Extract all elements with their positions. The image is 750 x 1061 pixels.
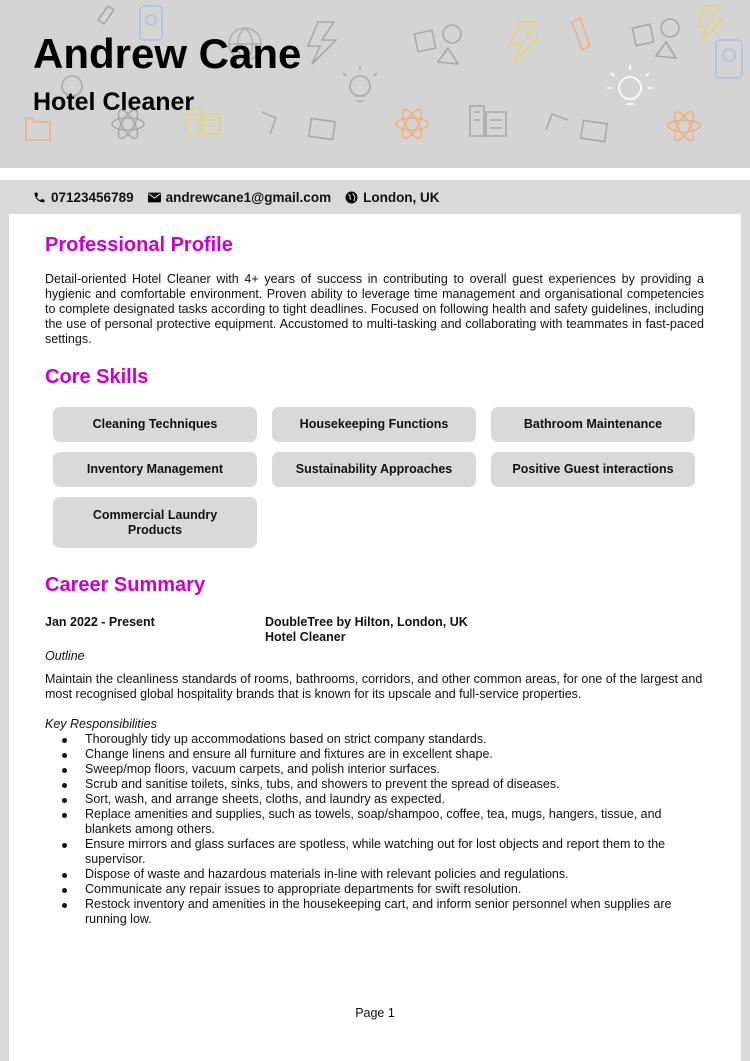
envelope-icon (148, 192, 161, 203)
phone-number[interactable]: 07123456789 (51, 189, 134, 205)
contact-bar (0, 180, 750, 214)
candidate-role: Hotel Cleaner (33, 88, 195, 116)
outline-label: Outline (45, 649, 85, 663)
skill-chip: Inventory Management (53, 452, 257, 487)
pencil-icon (572, 18, 590, 50)
job-outline: Maintain the cleanliness standards of rooms, bathrooms, corridors, and other common areas, for one of the largest and most recognised global hospitality brands that is known for its upscale and full-service properties. (45, 672, 703, 701)
globe-icon (345, 191, 358, 204)
contact-email (148, 190, 331, 205)
skill-chip: Positive Guest interactions (491, 452, 695, 487)
location-text: London, UK (363, 189, 440, 205)
section-title-skills: Core Skills (45, 366, 149, 388)
smartphone-icon (716, 40, 742, 78)
list-item: Sweep/mop floors, vacuum carpets, and polish interior surfaces. (45, 762, 705, 777)
atom-icon (396, 107, 428, 141)
resume-page (9, 214, 741, 1061)
angle-line-icon (546, 114, 568, 130)
contact-location (345, 190, 439, 205)
section-title-profile: Professional Profile (45, 234, 233, 256)
profile-summary: Detail-oriented Hotel Cleaner with 4+ years of success in contributing to overall guest experiences by providing a hygienic and comfortable environment. Proven ability to leverage time management and organisational competencies to complete designated tasks according to tight deadlines. Focused on following health and safety guidelines, including the use of personal protective equipment. Accustomed to multi-tasking and collaborating with teammates in fast-paced settings. (45, 272, 704, 346)
lightbulb-icon (343, 66, 377, 101)
lightning-icon (308, 22, 336, 64)
folder-icon (26, 118, 50, 140)
shapes-icon (632, 19, 679, 58)
pencil-icon (98, 6, 114, 24)
phone-icon (33, 191, 46, 204)
page-number: Page 1 (355, 1006, 395, 1020)
skill-chip: Housekeeping Functions (272, 407, 476, 442)
skill-chip: Commercial Laundry Products (53, 497, 257, 548)
list-item: Dispose of waste and hazardous materials in-line with relevant policies and regulations. (45, 867, 705, 882)
skill-chip: Sustainability Approaches (272, 452, 476, 487)
list-item: Change linens and ensure all furniture and fixtures are in excellent shape. (45, 747, 705, 762)
section-title-career: Career Summary (45, 574, 206, 596)
atom-icon (668, 109, 700, 143)
responsibilities-label: Key Responsibilities (45, 717, 157, 731)
shapes-icon (414, 25, 461, 64)
list-item: Scrub and sanitise toilets, sinks, tubs, and showers to prevent the spread of diseases. (45, 777, 705, 792)
job-title: Hotel Cleaner (265, 630, 346, 644)
skill-chip: Cleaning Techniques (53, 407, 257, 442)
list-item: Thoroughly tidy up accommodations based on strict company standards. (45, 732, 705, 747)
skills-grid (53, 407, 699, 548)
job-dates: Jan 2022 - Present (45, 615, 155, 629)
folder-icon (581, 120, 607, 141)
lightning-icon (698, 6, 722, 40)
skill-chip: Bathroom Maintenance (491, 407, 695, 442)
decorative-pattern (0, 0, 750, 168)
list-item: Replace amenities and supplies, such as towels, soap/shampoo, coffee, tea, mugs, hangers, tissue, and blankets among others. (45, 807, 705, 837)
lightning-icon (510, 22, 538, 62)
list-item: Communicate any repair issues to appropriate departments for swift resolution. (45, 882, 705, 897)
email-address[interactable]: andrewcane1@gmail.com (165, 189, 332, 205)
list-item: Ensure mirrors and glass surfaces are spotless, while watching out for lost objects and report them to the supervisor. (45, 837, 705, 867)
header-banner (0, 0, 750, 168)
list-item: Restock inventory and amenities in the housekeeping cart, and inform senior personnel when supplies are running low. (45, 897, 705, 927)
contact-phone (33, 190, 134, 205)
angle-line-icon (262, 112, 276, 134)
job-company: DoubleTree by Hilton, London, UK (265, 615, 468, 629)
building-icon (470, 106, 506, 136)
lightbulb-icon (607, 65, 653, 104)
candidate-name: Andrew Cane (33, 30, 302, 77)
list-item: Sort, wash, and arrange sheets, cloths, and laundry as expected. (45, 792, 705, 807)
header-divider (0, 168, 750, 180)
responsibilities-list (45, 732, 705, 927)
folder-icon (309, 118, 335, 139)
